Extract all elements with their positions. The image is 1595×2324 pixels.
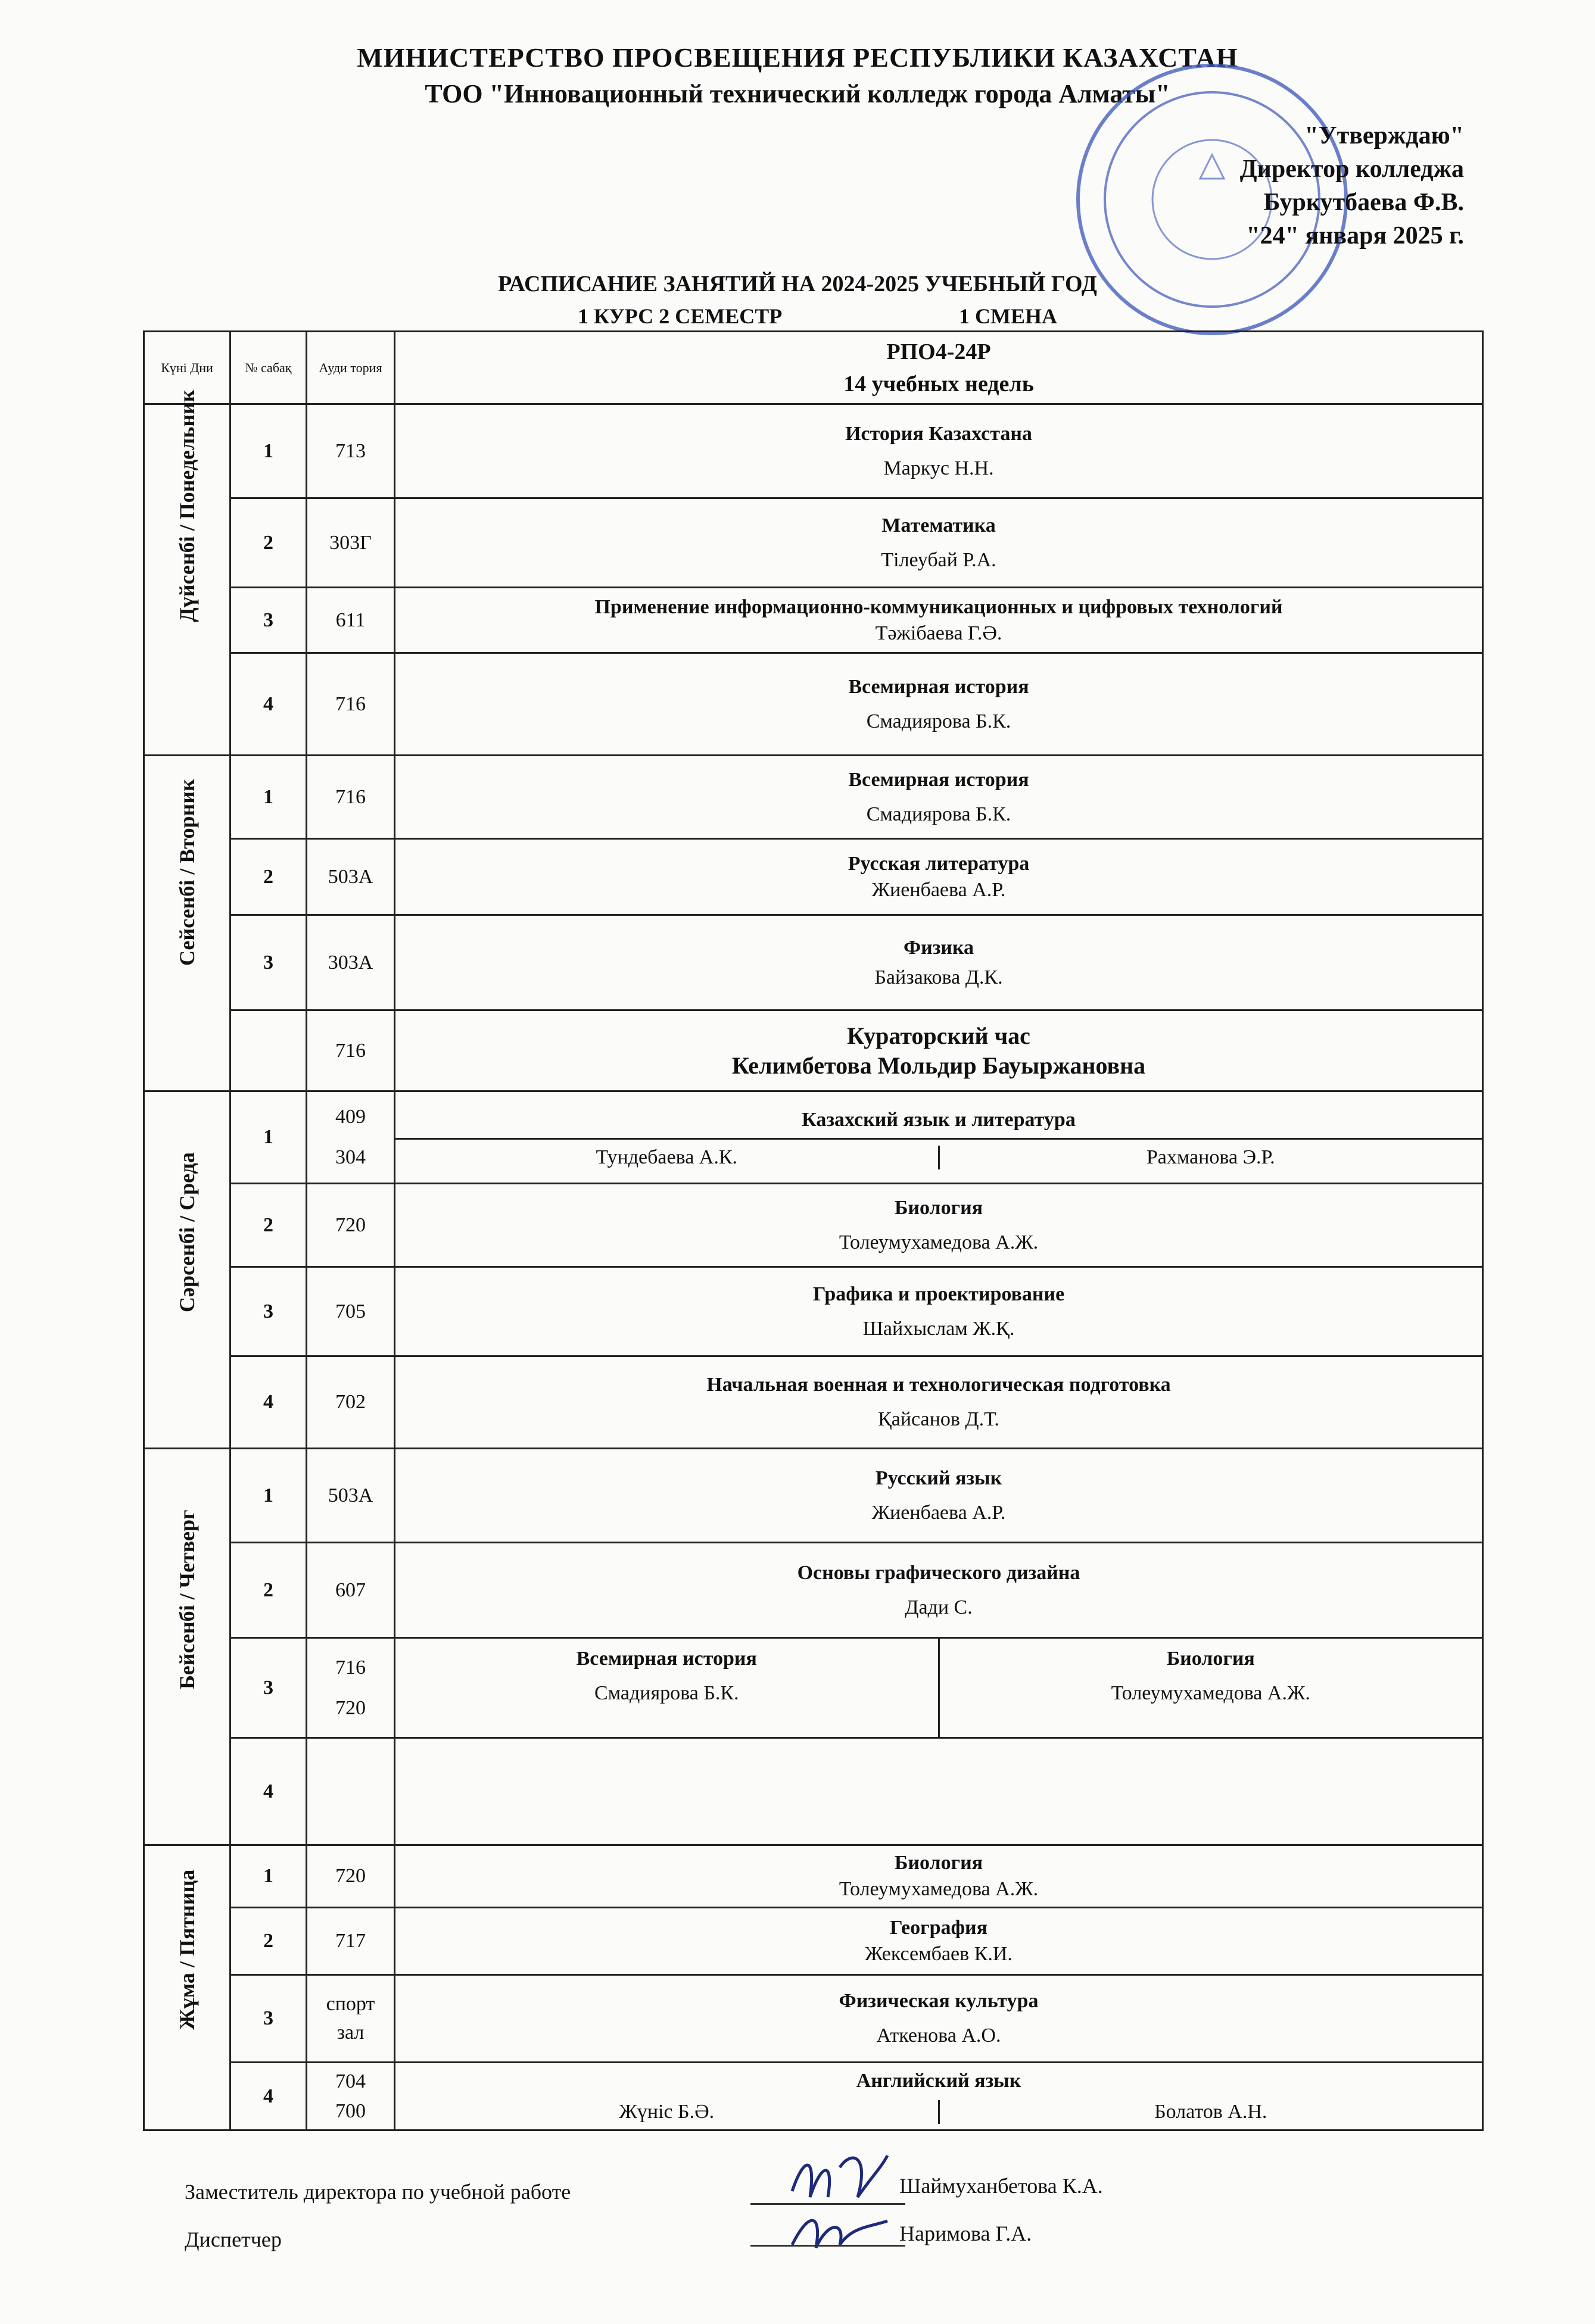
lesson-number: 3 (230, 1267, 307, 1356)
room: 303Г (307, 498, 395, 588)
teacher: Толеумухамедова А.Ж. (839, 1231, 1039, 1253)
subject: Математика (881, 514, 996, 536)
lesson-cell (395, 839, 1483, 915)
lesson-cell (395, 1091, 1483, 1184)
lesson-number: 1 (230, 756, 307, 839)
subject: Всемирная история (848, 768, 1029, 791)
subject: Начальная военная и технологическая подготовка (706, 1374, 1171, 1396)
table-row (144, 1184, 1483, 1267)
subject: Применение информационно-коммуникационных и цифровых технологий (594, 595, 1283, 618)
room: 503А (307, 1449, 395, 1543)
lesson-number: 3 (230, 1638, 307, 1738)
room: 503А (307, 839, 395, 915)
lesson-number: 1 (230, 1449, 307, 1543)
schedule-table (143, 330, 1484, 2131)
organization-name: ТОО "Инновационный технический колледж города Алматы" (425, 79, 1170, 108)
approval-block (1240, 119, 1464, 252)
day-label: Бейсенбі / Четверг (175, 1509, 199, 1689)
subject: Английский язык (856, 2069, 1021, 2092)
subject: История Казахстана (845, 422, 1032, 445)
teacher: Келимбетова Мольдир Бауыржановна (731, 1052, 1146, 1079)
course-label: 1 КУРС 2 СЕМЕСТР (578, 304, 783, 328)
room: 720 (307, 1845, 395, 1908)
lesson-number: 2 (230, 1184, 307, 1267)
room: 611 (307, 588, 395, 653)
subject: Графика и проектирование (812, 1283, 1065, 1305)
lesson-cell (395, 1543, 1483, 1638)
room: 409 (335, 1106, 366, 1128)
table-row (144, 1449, 1483, 1543)
lesson-cell (395, 588, 1483, 653)
room: 720 (307, 1184, 395, 1267)
teacher: Смадиярова Б.К. (866, 710, 1011, 732)
col-room-header: Ауди тория (307, 332, 395, 404)
room: 304 (335, 1146, 366, 1168)
day-friday (144, 1845, 230, 2130)
day-label: Дүйсенбі / Понедельник (175, 389, 199, 622)
room: 713 (307, 404, 395, 498)
table-row (144, 1975, 1483, 2063)
teacher: Аткенова А.О. (876, 2024, 1001, 2047)
lesson-number: 2 (230, 1543, 307, 1638)
dispatcher-signature (786, 2203, 893, 2263)
teacher: Жүніс Б.Ә. (619, 2100, 715, 2123)
lesson-number: 2 (230, 498, 307, 588)
subject: Физическая культура (839, 1990, 1039, 2012)
subject: Основы графического дизайна (797, 1561, 1080, 1584)
room: 720 (335, 1696, 366, 1719)
teacher: Болатов А.Н. (938, 2100, 1482, 2124)
subject: Всемирная история (848, 675, 1029, 698)
table-row (144, 1091, 1483, 1184)
room: 704 (335, 2070, 366, 2092)
day-tuesday (144, 756, 230, 1091)
room: 716 (335, 1656, 366, 1679)
table-row (144, 588, 1483, 653)
approve-line-2: Директор колледжа (1239, 155, 1464, 183)
table-row (144, 1010, 1483, 1091)
room: 716 (307, 756, 395, 839)
subject: Биология (894, 1852, 983, 1874)
teacher: Байзакова Д.К. (874, 966, 1003, 988)
subject: География (890, 1917, 987, 1939)
room: 303А (307, 915, 395, 1010)
lesson-number: 3 (230, 1975, 307, 2063)
day-wednesday (144, 1091, 230, 1449)
subject: Русский язык (875, 1467, 1002, 1489)
teacher: Қайсанов Д.Т. (878, 1408, 999, 1430)
subject: Кураторский час (847, 1022, 1030, 1049)
teacher: Толеумухамедова А.Ж. (839, 1878, 1039, 1900)
approve-line-4: "24" января 2025 г. (1246, 222, 1464, 249)
lesson-cell (395, 404, 1483, 498)
room-empty (307, 1738, 395, 1845)
lesson-number: 2 (230, 1908, 307, 1975)
lesson-number: 3 (230, 588, 307, 653)
teacher: Шайхыслам Ж.Қ. (862, 1317, 1015, 1340)
lesson-number: 4 (230, 653, 307, 756)
teacher: Жексембаев К.И. (865, 1943, 1013, 1965)
lesson-cell (395, 915, 1483, 1010)
approve-line-1: "Утверждаю" (1304, 122, 1464, 149)
table-row (144, 756, 1483, 839)
lesson-number: 3 (230, 915, 307, 1010)
lesson-cell (395, 1449, 1483, 1543)
table-row (144, 2063, 1483, 2130)
day-label: Жұма / Пятница (175, 1869, 199, 2030)
table-row (144, 839, 1483, 915)
room: 716 (307, 653, 395, 756)
teacher: Маркус Н.Н. (883, 457, 994, 479)
teacher: Толеумухамедова А.Ж. (1111, 1682, 1310, 1704)
room: 607 (307, 1543, 395, 1638)
table-row (144, 1543, 1483, 1638)
table-row (144, 915, 1483, 1010)
lesson-cell (395, 1356, 1483, 1449)
room: 700 (335, 2100, 366, 2122)
lesson-cell (395, 653, 1483, 756)
day-monday (144, 389, 230, 756)
group-header (395, 332, 1483, 404)
lesson-number-empty (230, 1010, 307, 1091)
teacher: Дади С. (905, 1596, 973, 1618)
table-row (144, 498, 1483, 588)
room-pair (307, 1091, 395, 1184)
lesson-cell (395, 1908, 1483, 1975)
room: 705 (307, 1267, 395, 1356)
lesson-cell-empty (395, 1738, 1483, 1845)
teacher: Тәжібаева Г.Ә. (875, 622, 1002, 644)
curator-hour-cell (395, 1010, 1483, 1091)
lesson-cell (395, 1975, 1483, 2063)
lesson-number: 2 (230, 839, 307, 915)
dispatcher-title: Диспетчер (185, 2228, 282, 2251)
dispatcher-signature-line (750, 2245, 905, 2247)
subject: Биология (894, 1196, 983, 1219)
table-row (144, 1356, 1483, 1449)
lesson-cell (395, 1845, 1483, 1908)
table-row (144, 404, 1483, 498)
day-thursday (144, 1449, 230, 1845)
lesson-cell (395, 1184, 1483, 1267)
lesson-number: 4 (230, 2063, 307, 2130)
approve-line-3: Буркутбаева Ф.В. (1263, 189, 1464, 216)
room-pair (307, 2063, 395, 2130)
lesson-cell (395, 498, 1483, 588)
lesson-number: 1 (230, 1845, 307, 1908)
table-row (144, 1908, 1483, 1975)
lesson-number: 4 (230, 1738, 307, 1845)
room-pair (307, 1638, 395, 1738)
col-num-header: № сабақ (230, 332, 307, 404)
lesson-cell (395, 1267, 1483, 1356)
room-pair (307, 1975, 395, 2063)
room: зал (337, 2022, 365, 2044)
col-day-header: Күні Дни (144, 332, 230, 404)
table-row (144, 1845, 1483, 1908)
teacher: Жиенбаева А.Р. (871, 878, 1006, 901)
room: 717 (307, 1908, 395, 1975)
lesson-number: 1 (230, 404, 307, 498)
teacher: Смадиярова Б.К. (594, 1682, 739, 1704)
lesson-number: 4 (230, 1356, 307, 1449)
lesson-number: 1 (230, 1091, 307, 1184)
weeks-label: 14 учебных недель (843, 371, 1034, 397)
schedule-title: РАСПИСАНИЕ ЗАНЯТИЙ НА 2024-2025 УЧЕБНЫЙ ГОД (498, 272, 1097, 297)
subject: Биология (1166, 1648, 1255, 1670)
teacher: Рахманова Э.Р. (938, 1146, 1482, 1169)
subject: Казахский язык и литература (802, 1108, 1076, 1131)
table-row (144, 653, 1483, 756)
room: 702 (307, 1356, 395, 1449)
dispatcher-name: Наримова Г.А. (899, 2222, 1032, 2245)
lesson-cell (395, 1638, 1483, 1738)
table-row (144, 1738, 1483, 1845)
subject: Физика (903, 936, 974, 959)
teacher: Тілеубай Р.А. (881, 548, 996, 571)
teacher: Тундебаева А.К. (596, 1146, 738, 1168)
ministry-heading: МИНИСТЕРСТВО ПРОСВЕЩЕНИЯ РЕСПУБЛИКИ КАЗАХСТАН (357, 42, 1238, 73)
day-label: Сейсенбі / Вторник (175, 778, 199, 966)
teacher: Жиенбаева А.Р. (871, 1501, 1006, 1524)
shift-label: 1 СМЕНА (959, 304, 1057, 328)
subject: Русская литература (848, 852, 1030, 875)
table-row (144, 1638, 1483, 1738)
schedule-subtitle (578, 304, 1173, 329)
deputy-name: Шаймуханбетова К.А. (899, 2174, 1103, 2198)
lesson-cell (395, 756, 1483, 839)
lesson-cell (395, 2063, 1483, 2130)
room: 716 (307, 1010, 395, 1091)
group-name: РПО4-24Р (886, 339, 991, 364)
teacher: Смадиярова Б.К. (866, 803, 1011, 825)
deputy-title: Заместитель директора по учебной работе (185, 2180, 571, 2204)
room: спорт (326, 1993, 375, 2015)
day-label: Сәрсенбі / Среда (175, 1152, 199, 1312)
table-row (144, 1267, 1483, 1356)
subject: Всемирная история (576, 1648, 757, 1670)
